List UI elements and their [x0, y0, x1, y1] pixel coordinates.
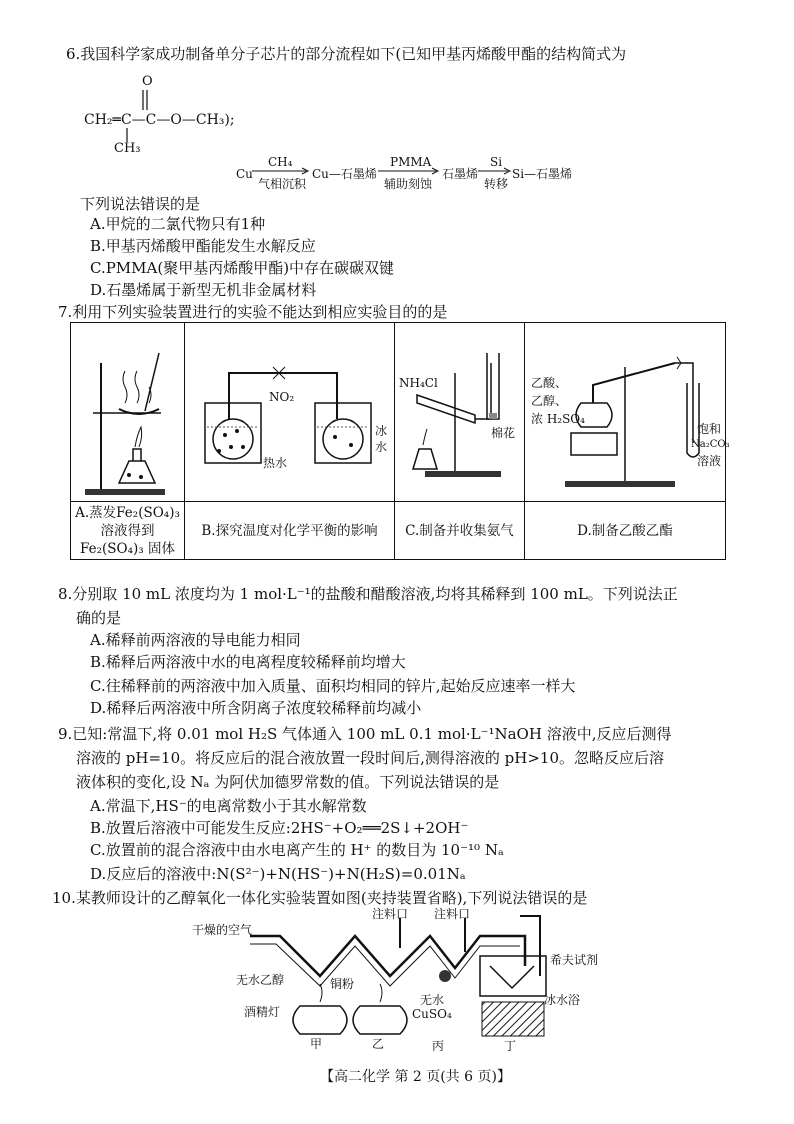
cell-a — [71, 323, 185, 559]
label-schiff: 希夫试剂 — [550, 953, 599, 967]
q9-stem-1: 9.已知:常温下,将 0.01 mol H₂S 气体通入 100 mL 0.1 mol·L⁻¹NaOH 溶液中,反应后测得 — [58, 725, 672, 743]
q9-option-a: A.常温下,HS⁻的电离常数小于其水解常数 — [90, 797, 367, 815]
q6-struct-bonds — [140, 90, 160, 112]
q6-option-b: B.甲基丙烯酸甲酯能发生水解反应 — [90, 237, 316, 255]
q6-ask: 下列说法错误的是 — [80, 195, 201, 213]
q6-option-a: A.甲烷的二氯代物只有1种 — [90, 215, 266, 233]
caption-c: C.制备并收集氨气 — [395, 501, 524, 560]
q8-option-d: D.稀释后两溶液中所含阴离子浓度较稀释前均减小 — [90, 699, 422, 717]
q9-option-d: D.反应后的溶液中:N(S²⁻)+N(HS⁻)+N(H₂S)=0.01Nₐ — [90, 865, 466, 883]
label-ice-water: 水 — [375, 440, 388, 454]
cell-b — [185, 323, 395, 559]
flow-si: Si — [490, 155, 503, 169]
caption-a: A.蒸发Fe₂(SO₄)₃ 溶液得到 Fe₂(SO₄)₃ 固体 — [71, 501, 184, 560]
apparatus-no2-equilibrium — [185, 323, 395, 501]
label-cuso4-2: CuSO₄ — [412, 1007, 452, 1021]
q7-apparatus-table — [70, 322, 730, 560]
label-ding: 丁 — [504, 1039, 517, 1053]
label-lamp: 酒精灯 — [244, 1005, 281, 1019]
label-nh4cl: NH₄Cl — [399, 376, 438, 390]
page-footer: 【高二化学 第 2 页(共 6 页)】 — [320, 1069, 511, 1085]
q6-struct-o: O — [142, 74, 153, 89]
label-copper: 铜粉 — [330, 977, 355, 991]
label-ice-bath: 冰水浴 — [544, 993, 581, 1007]
q9-stem-3: 液体积的变化,设 Nₐ 为阿伏加德罗常数的值。下列说法错误的是 — [76, 773, 500, 791]
flow-step1: 气相沉积 — [258, 177, 307, 191]
flow-arrow-2 — [378, 166, 442, 176]
label-cotton: 棉花 — [491, 426, 516, 440]
q6-stem: 6.我国科学家成功制备单分子芯片的部分流程如下(已知甲基丙烯酸甲酯的结构简式为 — [66, 45, 627, 63]
label-yi: 乙 — [372, 1037, 385, 1051]
cell-c — [395, 323, 525, 559]
flow-ch4: CH₄ — [268, 155, 293, 169]
flow-p3: Si—石墨烯 — [512, 167, 573, 181]
q9-option-c: C.放置前的混合溶液中由水电离产生的 H⁺ 的数目为 10⁻¹⁰ Nₐ — [90, 841, 504, 859]
q6-struct-ch3: CH₃ — [114, 141, 141, 156]
label-bing: 丙 — [432, 1039, 445, 1053]
label-hot-water: 热水 — [263, 456, 288, 470]
label-jia: 甲 — [310, 1037, 323, 1051]
q6-option-d: D.石墨烯属于新型无机非金属材料 — [90, 281, 317, 299]
q9-option-b: B.放置后溶液中可能发生反应:2HS⁻+O₂══2S↓+2OH⁻ — [90, 819, 469, 837]
q8-stem-1: 8.分别取 10 mL 浓度均为 1 mol·L⁻¹的盐酸和醋酸溶液,均将其稀释到 100 mL。下列说法正 — [58, 585, 678, 603]
apparatus-ammonia — [395, 323, 525, 501]
flow-step3: 转移 — [484, 177, 509, 191]
q9-stem-2: 溶液的 pH=10。将反应后的混合液放置一段时间后,测得溶液的 pH>10。忽略反应后溶 — [76, 749, 664, 767]
flow-cu: Cu — [236, 167, 253, 181]
q8-option-a: A.稀释前两溶液的导电能力相同 — [90, 631, 301, 649]
flow-arrow-3 — [478, 166, 514, 176]
label-no2: NO₂ — [269, 390, 295, 404]
label-sat-2: Na₂CO₃ — [691, 439, 730, 450]
flow-p2: 石墨烯 — [442, 167, 479, 181]
q6-struct-formula: CH₂═C—C—O—CH₃); — [84, 112, 235, 128]
label-inlet-2: 注料口 — [434, 907, 471, 921]
label-ice: 冰 — [375, 424, 388, 438]
flow-p1: Cu—石墨烯 — [312, 167, 377, 181]
q7-stem: 7.利用下列实验装置进行的实验不能达到相应实验目的的是 — [58, 303, 448, 321]
label-reagent-3: 浓 H₂SO₄ — [531, 412, 585, 426]
q8-stem-2: 确的是 — [76, 609, 122, 627]
q6-option-c: C.PMMA(聚甲基丙烯酸甲酯)中存在碳碳双键 — [90, 259, 395, 277]
label-reagent-2: 乙醇、 — [531, 394, 568, 408]
label-sat-1: 饱和 — [697, 422, 722, 436]
q10-stem: 10.某教师设计的乙醇氧化一体化实验装置如图(夹持装置省略),下列说法错误的是 — [52, 889, 588, 907]
flow-pmma: PMMA — [390, 155, 432, 169]
label-inlet-1: 注料口 — [372, 907, 409, 921]
label-cuso4-1: 无水 — [420, 993, 445, 1007]
caption-d: D.制备乙酸乙酯 — [525, 501, 725, 560]
label-dry-air: 干燥的空气 — [192, 923, 253, 937]
apparatus-evaporation — [71, 323, 185, 501]
flow-step2: 辅助刻蚀 — [384, 177, 433, 191]
q8-option-c: C.往稀释前的两溶液中加入质量、面积均相同的锌片,起始反应速率一样大 — [90, 677, 576, 695]
flow-arrow-1 — [252, 166, 312, 176]
label-reagent-1: 乙酸、 — [531, 376, 568, 390]
q8-option-b: B.稀释后两溶液中水的电离程度较稀释前均增大 — [90, 653, 406, 671]
label-sat-3: 溶液 — [697, 454, 722, 468]
cell-d — [525, 323, 730, 559]
label-ethanol: 无水乙醇 — [236, 973, 285, 987]
caption-b: B.探究温度对化学平衡的影响 — [185, 501, 394, 560]
